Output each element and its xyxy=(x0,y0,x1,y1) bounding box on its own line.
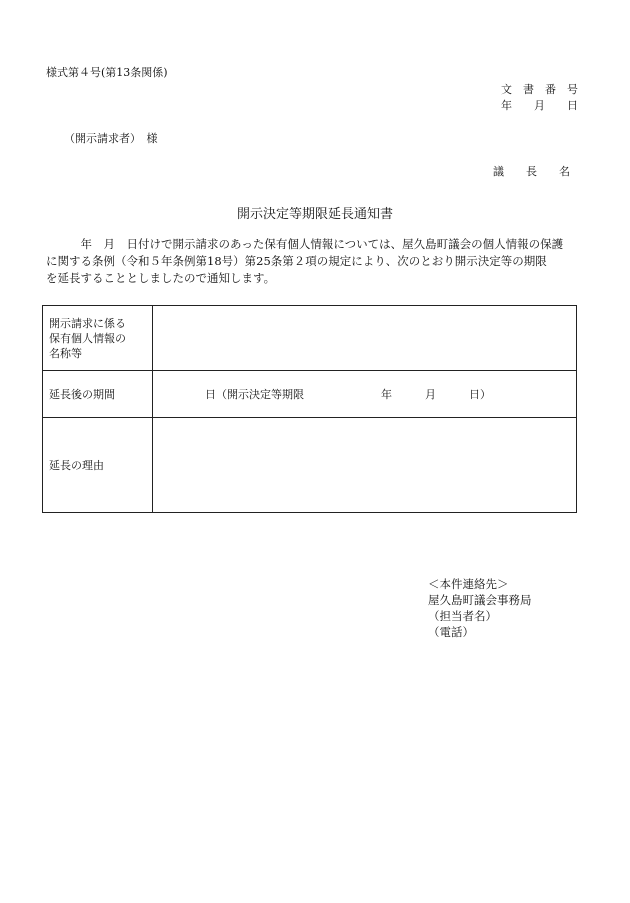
contact-office: 屋久島町議会事務局 xyxy=(428,593,532,607)
table-row xyxy=(43,371,577,418)
form-number: 様式第４号(第13条関係) xyxy=(46,66,168,79)
contact-block xyxy=(428,576,532,640)
extended-period-label: 延長後の期間 xyxy=(43,371,153,418)
body-line-1: 年 月 日付けで開示請求のあった保有個人情報については、屋久島町議会の個人情報の保護 xyxy=(46,237,564,251)
info-name-label-line-3: 名称等 xyxy=(49,346,82,360)
extension-form-table xyxy=(42,305,577,513)
document-title: 開示決定等期限延長通知書 xyxy=(236,207,393,222)
info-name-label-line-2: 保有個人情報の xyxy=(49,331,126,345)
extension-reason-value xyxy=(153,418,577,513)
body-paragraph xyxy=(46,236,586,287)
contact-heading: ＜本件連絡先＞ xyxy=(428,577,509,591)
info-name-label-line-1: 開示請求に係る xyxy=(49,316,126,330)
table-row xyxy=(43,306,577,371)
contact-person: （担当者名） xyxy=(428,609,497,623)
document-number-label: 文 書 番 号 xyxy=(501,83,578,96)
contact-phone: （電話） xyxy=(428,625,474,639)
info-name-value xyxy=(153,306,577,371)
date-label: 年 月 日 xyxy=(501,99,578,112)
body-line-2: に関する条例（令和５年条例第18号）第25条第２項の規定により、次のとおり開示決定等の期限 xyxy=(46,254,547,268)
sender-name: 議 長 名 xyxy=(493,165,570,178)
body-line-3: を延長することとしましたので通知します。 xyxy=(46,271,276,285)
addressee: （開示請求者） 様 xyxy=(64,132,158,145)
table-row xyxy=(43,418,577,513)
info-name-label xyxy=(43,306,153,371)
extended-period-value: 日（開示決定等期限 年 月 日） xyxy=(153,371,577,418)
extension-reason-label: 延長の理由 xyxy=(43,418,153,513)
